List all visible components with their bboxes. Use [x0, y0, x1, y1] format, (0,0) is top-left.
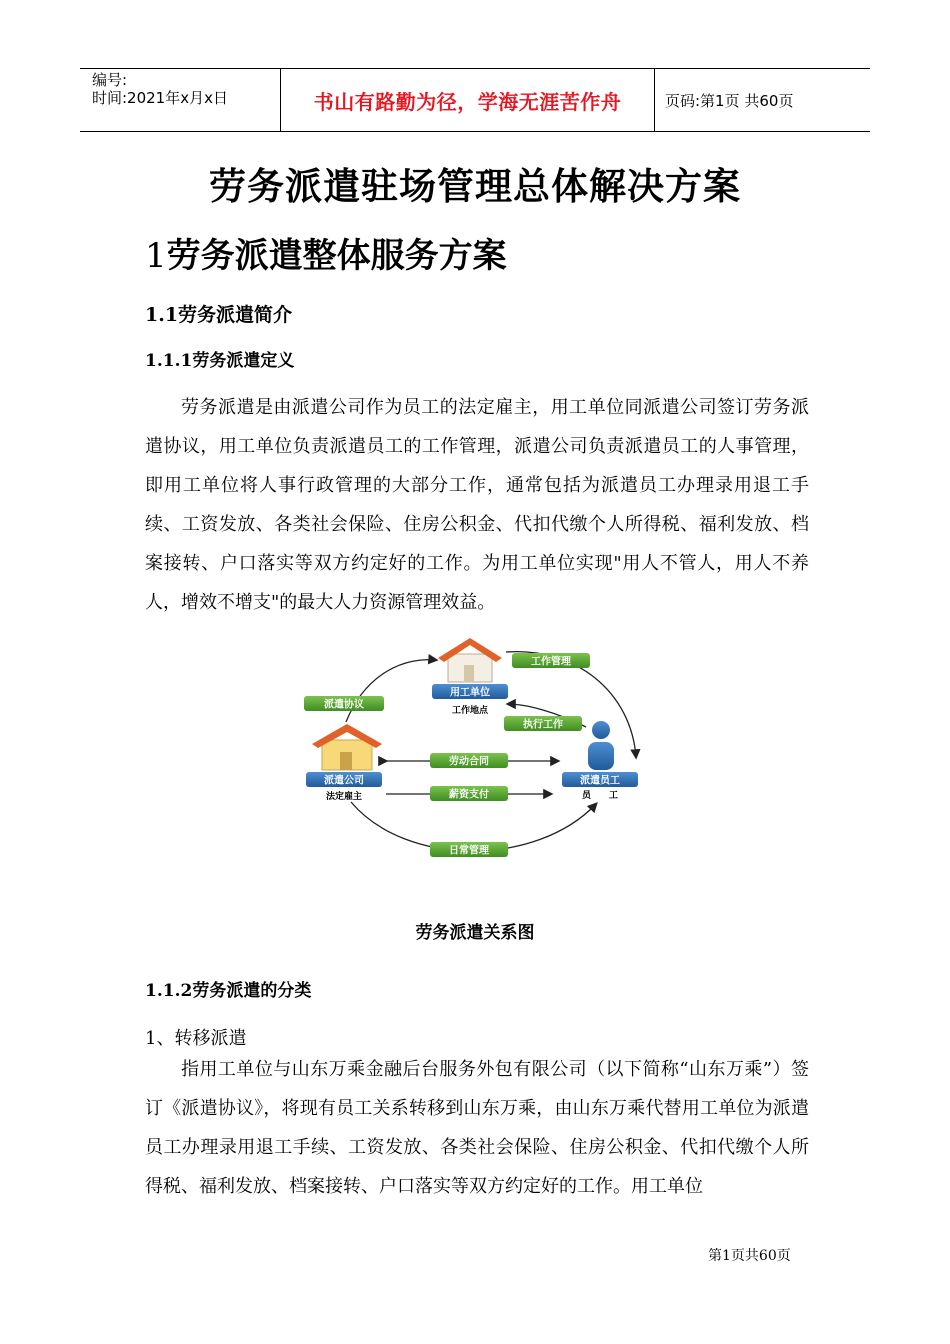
list-item-transfer: 1、转移派遣 [145, 1028, 247, 1049]
employer-label: 用工单位 [450, 687, 490, 699]
tag-execute-work: 执行工作 [523, 719, 563, 731]
tag-work-management: 工作管理 [531, 656, 571, 668]
heading-1-number: 1 [145, 236, 167, 276]
header-meta [80, 69, 281, 131]
header-table [80, 68, 870, 132]
heading-1-text: 劳务派遣整体服务方案 [166, 236, 507, 276]
dispatch-relationship-diagram [296, 632, 646, 864]
heading-1-1-2: 1.1.2劳务派遣的分类 [145, 981, 312, 1001]
paragraph-definition [145, 388, 809, 622]
page-footer: 第1页共60页 [708, 1248, 791, 1264]
heading-1-1-1: 1.1.1劳务派遣定义 [145, 351, 295, 371]
tag-daily-management: 日常管理 [449, 845, 489, 857]
worker-sub: 员 工 [581, 791, 619, 801]
agency-house-icon [312, 724, 382, 770]
header-motto: 书山有路勤为径，学海无涯苦作舟 [281, 69, 655, 131]
header-page-info: 页码:第1页 共60页 [665, 91, 794, 110]
worker-person-icon [588, 721, 614, 770]
tag-dispatch-agreement: 派遣协议 [324, 699, 364, 711]
heading-1-1: 1.1劳务派遣简介 [145, 304, 293, 326]
time-label: 时间:2021年x月x日 [92, 89, 228, 107]
agency-label: 派遣公司 [324, 775, 364, 787]
arrow-agency-to-employer [346, 660, 436, 722]
number-label: 编号: [92, 71, 128, 89]
paragraph-definition-text: 劳务派遣是由派遣公司作为员工的法定雇主，用工单位同派遣公司签订劳务派遣协议，用工单位负责派遣员工的工作管理，派遣公司负责派遣员工的人事管理，即用工单位将人事行政管理的大部分工作，通常包括为派遣员工办理录用退工手续、工资发放、各类社会保险、住房公积金、代扣代缴个人所得税、福利发放、档案接转、户口落实等双方约定好的工作。为用工单位实现"用人不管人，用人不养人，增效不增支"的最大人力资源管理效益。 [145, 397, 809, 613]
tag-labor-contract: 劳动合同 [449, 756, 489, 768]
document-title: 劳务派遣驻场管理总体解决方案 [209, 165, 741, 208]
employer-sub: 工作地点 [451, 706, 489, 716]
paragraph-transfer [145, 1050, 809, 1206]
agency-sub: 法定雇主 [325, 792, 363, 802]
tag-salary-payment: 薪资支付 [449, 789, 489, 801]
diagram-caption: 劳务派遣关系图 [415, 923, 535, 943]
worker-label: 派遣员工 [580, 775, 620, 787]
paragraph-transfer-text: 指用工单位与山东万乘金融后台服务外包有限公司（以下简称“山东万乘”）签订《派遣协议》，将现有员工关系转移到山东万乘，由山东万乘代替用工单位为派遣员工办理录用退工手续、工资发放、各类社会保险、住房公积金、代扣代缴个人所得税、福利发放、档案接转、户口落实等双方约定好的工作。用工单位 [145, 1059, 809, 1197]
employer-house-icon [438, 638, 502, 682]
heading-1 [145, 228, 507, 277]
